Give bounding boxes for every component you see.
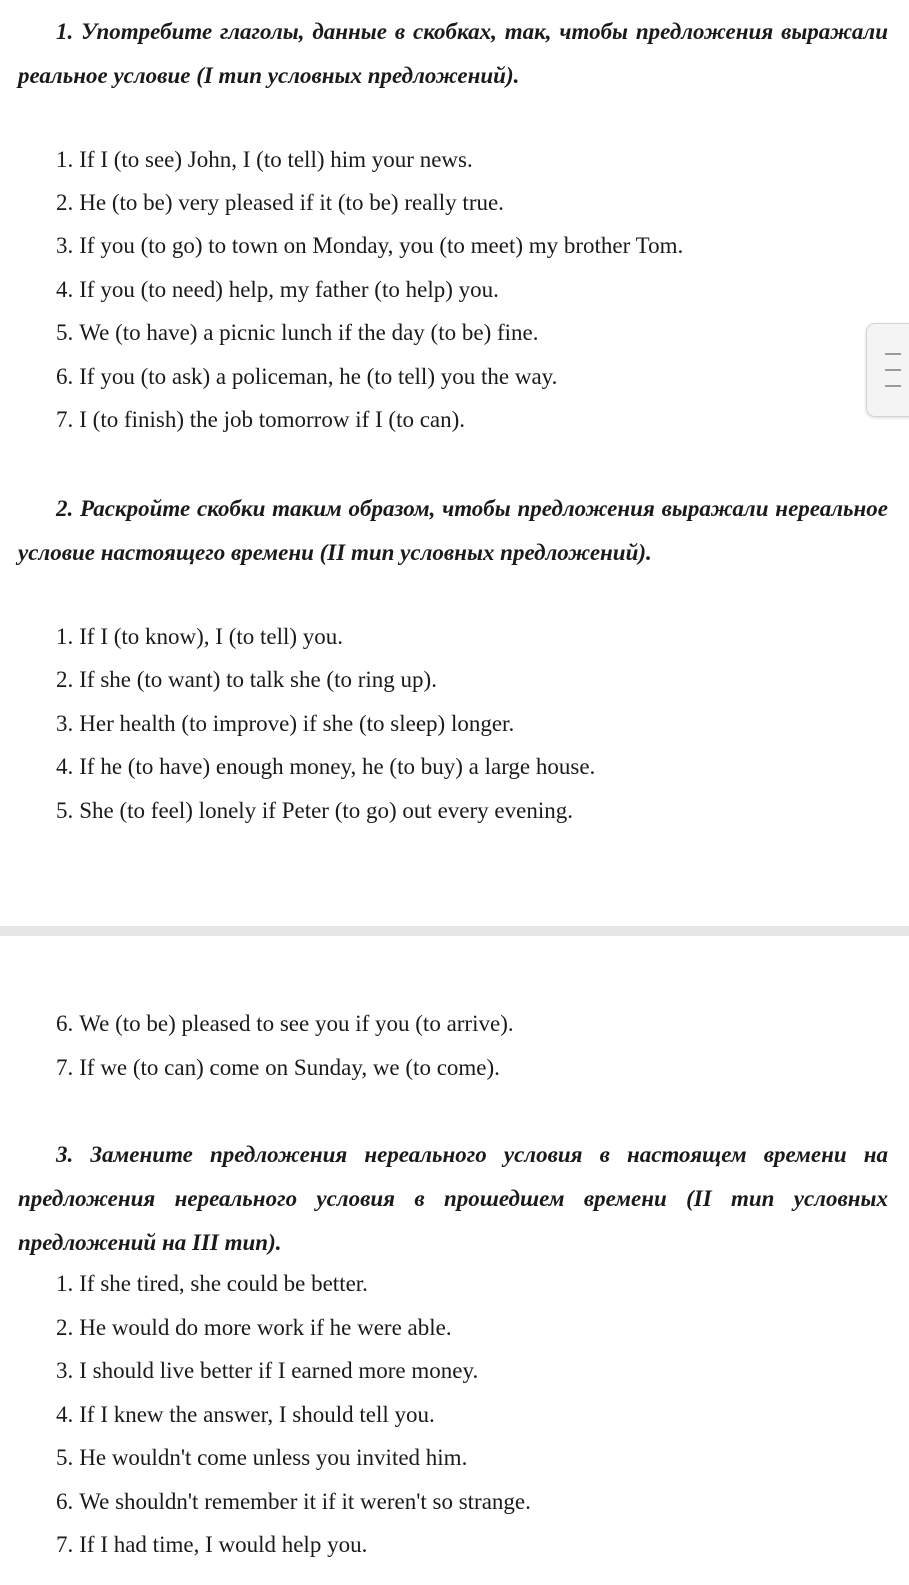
list-item: 2. If she (to want) to talk she (to ring up).: [56, 667, 437, 692]
list-item: 1. If I (to know), I (to tell) you.: [56, 624, 344, 649]
list-item: 4. If I knew the answer, I should tell you.: [56, 1402, 435, 1427]
list-item: 6. We shouldn't remember it if it weren't so strange.: [56, 1489, 531, 1514]
list-item: 4. If he (to have) enough money, he (to buy) a large house.: [56, 754, 596, 779]
list-item: 7. If we (to can) come on Sunday, we (to come).: [56, 1055, 500, 1080]
list-item: 6. We (to be) pleased to see you if you (to arrive).: [56, 1011, 514, 1036]
section-3-heading: 3. Замените предложения нереального условия в настоящем времени на предложения нереального условия в прошедшем времени (II тип условных предложений на III тип).: [18, 1142, 888, 1255]
list-item: 7. I (to finish) the job tomorrow if I (to can).: [56, 407, 466, 432]
section-1-heading: 1. Употребите глаголы, данные в скобках, так, чтобы предложения выражали реальное условие (I тип условных предложений).: [18, 19, 888, 88]
list-item: 1. If she tired, she could be better.: [56, 1271, 368, 1296]
list-item: 6. If you (to ask) a policeman, he (to tell) you the way.: [56, 364, 558, 389]
list-item: 7. If I had time, I would help you.: [56, 1532, 368, 1557]
handle-grip-icon: [885, 369, 901, 371]
list-item: 2. He would do more work if he were able.: [56, 1315, 452, 1340]
list-item: 5. She (to feel) lonely if Peter (to go) out every evening.: [56, 798, 573, 823]
side-scroll-handle[interactable]: [866, 323, 909, 417]
list-item: 3. If you (to go) to town on Monday, you (to meet) my brother Tom.: [56, 233, 684, 258]
handle-grip-icon: [885, 353, 901, 355]
list-item: 1. If I (to see) John, I (to tell) him your news.: [56, 147, 473, 172]
list-item: 4. If you (to need) help, my father (to help) you.: [56, 277, 499, 302]
list-item: 5. We (to have) a picnic lunch if the day (to be) fine.: [56, 320, 539, 345]
list-item: 5. He wouldn't come unless you invited him.: [56, 1445, 468, 1470]
list-item: 3. I should live better if I earned more money.: [56, 1358, 479, 1383]
list-item: 3. Her health (to improve) if she (to sleep) longer.: [56, 711, 515, 736]
document-page-2: [0, 936, 909, 1585]
page-separator: [0, 926, 909, 936]
handle-grip-icon: [885, 385, 901, 387]
section-2-heading: 2. Раскройте скобки таким образом, чтобы предложения выражали нереальное условие настоящего времени (II тип условных предложений).: [18, 496, 888, 565]
list-item: 2. He (to be) very pleased if it (to be) really true.: [56, 190, 504, 215]
